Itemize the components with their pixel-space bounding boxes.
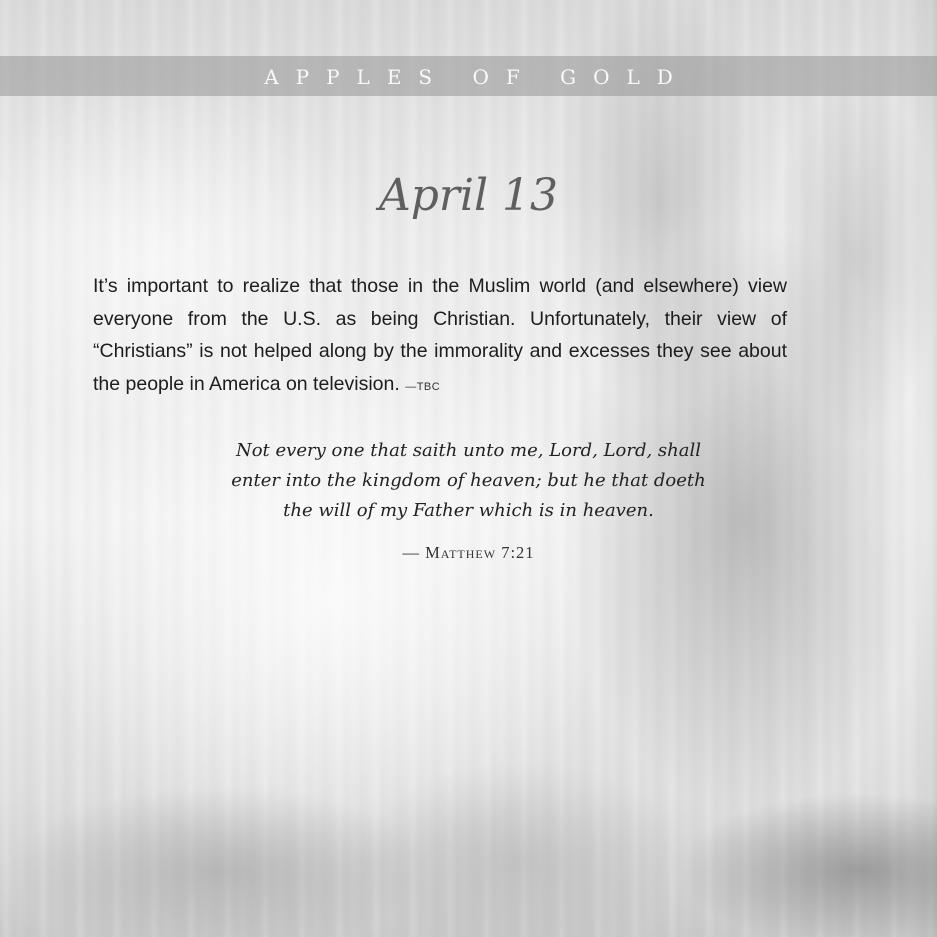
devotional-paragraph xyxy=(93,270,787,403)
page-edge-shade xyxy=(915,0,937,937)
devotional-body: It’s important to realize that those in the Muslim world (and elsewhere) view everyone from the U.S. as being Christian. Unfortunately, their view of “Christians” is not helped along by the immorality and excesses they see about the people in America on television. xyxy=(93,275,787,395)
series-title xyxy=(0,66,937,88)
scripture-line-1: Not every one that saith unto me, Lord, Lord, shall xyxy=(235,440,702,461)
series-title-text: APPLES OF GOLD xyxy=(264,65,690,89)
scripture-reference: — Matthew 7:21 xyxy=(402,543,535,562)
date-heading: April 13 xyxy=(378,170,559,221)
scripture-line-2: enter into the kingdom of heaven; but he that doeth xyxy=(231,470,706,491)
author-credit: —TBC xyxy=(405,380,441,393)
scripture-line-3: the will of my Father which is in heaven. xyxy=(283,500,654,521)
scripture-quote xyxy=(180,436,757,526)
